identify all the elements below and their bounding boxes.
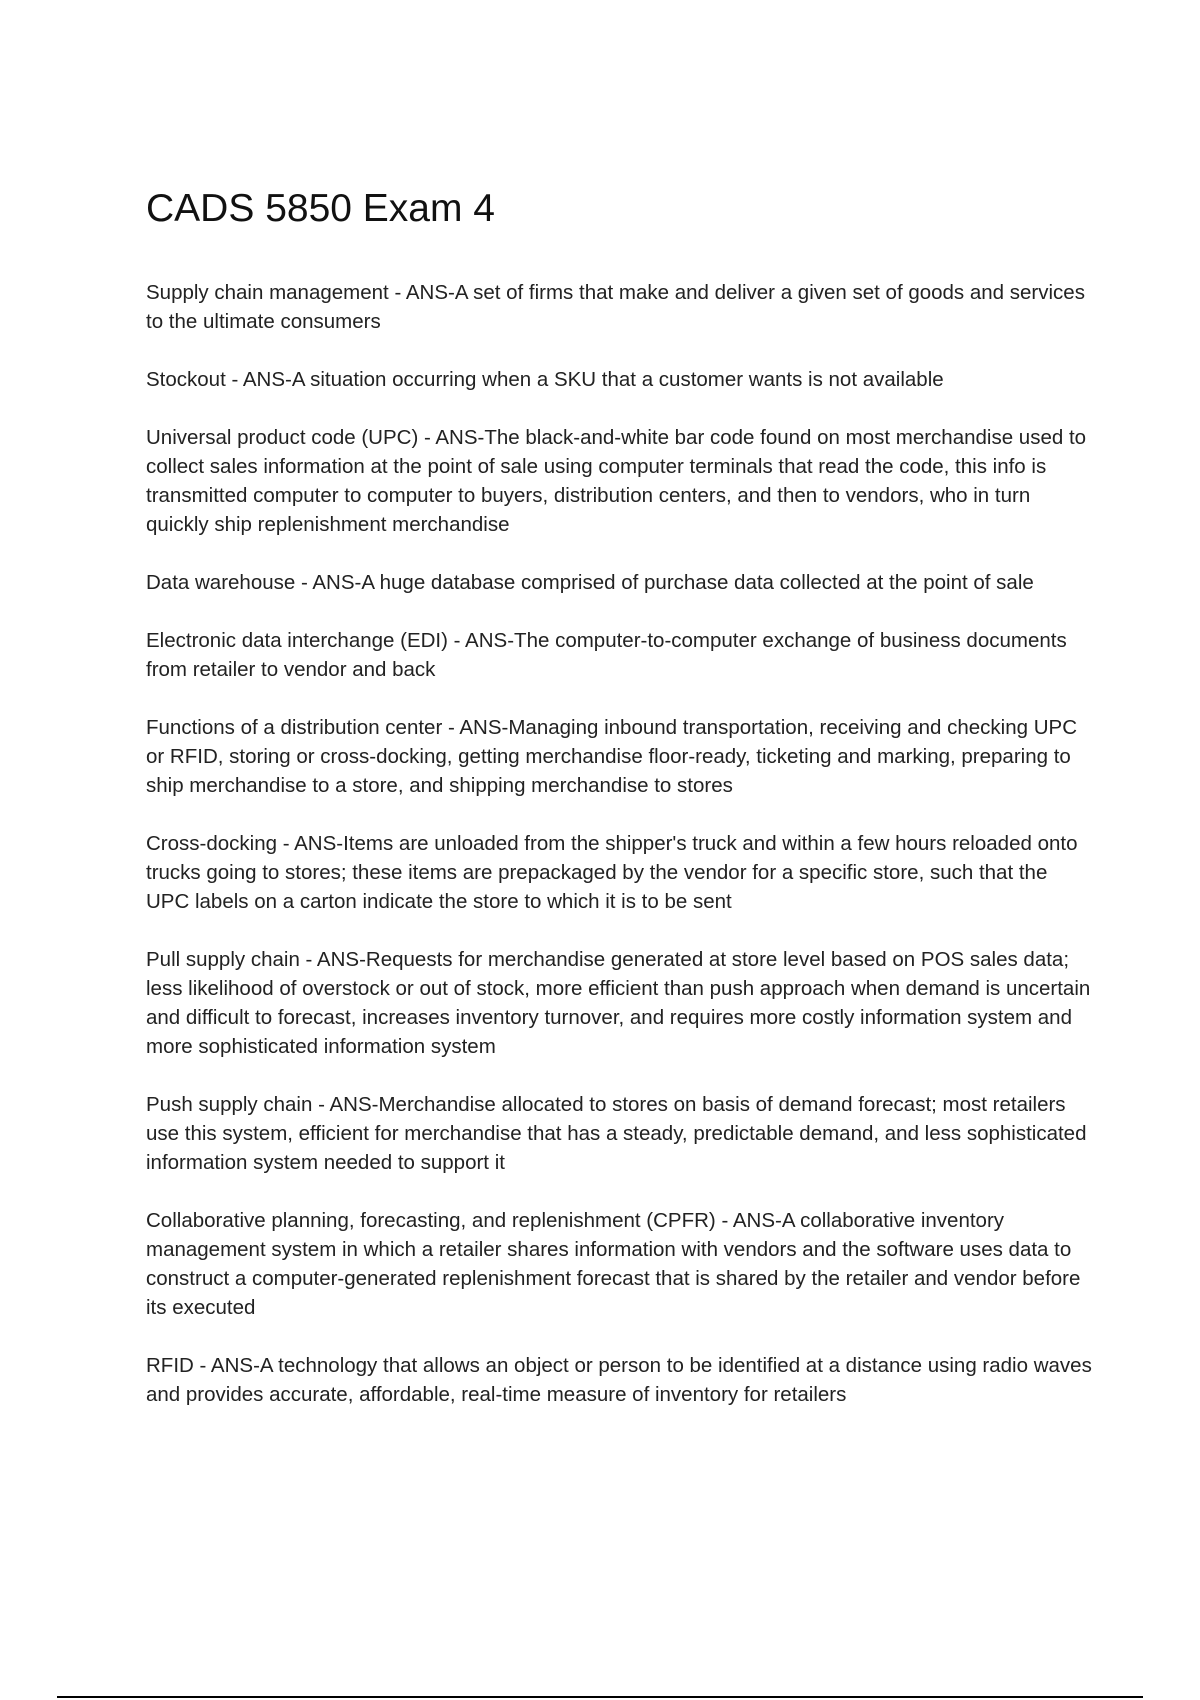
flashcard-entry [146,1206,1096,1322]
flashcard-entry [146,713,1096,800]
entry-definition: A technology that allows an object or person to be identified at a distance using radio waves and provides accurate, affordable, real-time measure of inventory for retailers [146,1354,1092,1406]
entry-separator: - ANS- [193,1354,260,1377]
entry-definition: A huge database comprised of purchase data collected at the point of sale [361,571,1034,594]
entry-separator: - ANS- [312,1093,379,1116]
entry-definition: Merchandise allocated to stores on basis of demand forecast; most retailers use this system, efficient for merchandise that has a steady, predictable demand, and less sophisticated information system needed to support it [146,1093,1087,1174]
entry-term: Supply chain management [146,281,389,304]
footer-divider [57,1696,1143,1698]
document-title: CADS 5850 Exam 4 [146,187,496,230]
entry-separator: - ANS- [447,629,515,652]
entry-separator: - ANS- [388,281,455,304]
flashcard-entry [146,945,1096,1061]
flashcard-entry [146,423,1096,539]
entry-term: RFID [146,1354,194,1377]
flashcard-entry [146,1351,1096,1409]
entry-separator: - ANS- [418,426,485,449]
flashcard-entry [146,829,1096,916]
entry-separator: - ANS- [295,571,362,594]
entry-definition: A collaborative inventory management system in which a retailer shares information with vendors and the software uses data to construct a computer-generated replenishment forecast that is shared by the retailer and vendor before its executed [146,1209,1081,1319]
entry-term: Push supply chain [146,1093,313,1116]
entry-term: Stockout [146,368,226,391]
entry-term: Universal product code (UPC) [146,426,419,449]
flashcard-entry [146,626,1096,684]
entry-definition: The black-and-white bar code found on most merchandise used to collect sales information at the point of sale using computer terminals that read the code, this info is transmitted computer to computer to buyers, distribution centers, and then to vendors, who in turn quickly ship replenishment merchandise [146,426,1087,536]
entry-definition: Managing inbound transportation, receiving and checking UPC or RFID, storing or cross-docking, getting merchandise floor-ready, ticketing and marking, preparing to ship merchandise to a store, and shipping merchandise to stores [146,716,1078,797]
flashcard-list [146,278,1096,1438]
entry-term: Electronic data interchange (EDI) [146,629,448,652]
flashcard-entry [146,278,1096,336]
flashcard-entry [146,568,1096,597]
entry-term: Data warehouse [146,571,296,594]
entry-separator: - ANS- [715,1209,782,1232]
entry-term: Pull supply chain [146,948,300,971]
entry-term: Collaborative planning, forecasting, and replenishment (CPFR) [146,1209,716,1232]
entry-separator: - ANS- [299,948,366,971]
entry-definition: Items are unloaded from the shipper's truck and within a few hours reloaded onto trucks going to stores; these items are prepackaged by the vendor for a specific store, such that the UPC labels on a carton indicate the store to which it is to be sent [146,832,1078,913]
entry-separator: - ANS- [277,832,344,855]
flashcard-entry [146,1090,1096,1177]
entry-definition: The computer-to-computer exchange of business documents from retailer to vendor and back [146,629,1067,681]
entry-definition: Requests for merchandise generated at store level based on POS sales data; less likelihood of overstock or out of stock, more efficient than push approach when demand is uncertain and difficult to forecast, increases inventory turnover, and requires more costly information system and more sophisticated information system [146,948,1091,1058]
entry-definition: A situation occurring when a SKU that a customer wants is not available [291,368,944,391]
entry-separator: - ANS- [225,368,292,391]
flashcard-entry [146,365,1096,394]
entry-definition: A set of firms that make and deliver a given set of goods and services to the ultimate consumers [146,281,1085,333]
entry-term: Cross-docking [146,832,278,855]
entry-separator: - ANS- [442,716,509,739]
entry-term: Functions of a distribution center [146,716,443,739]
